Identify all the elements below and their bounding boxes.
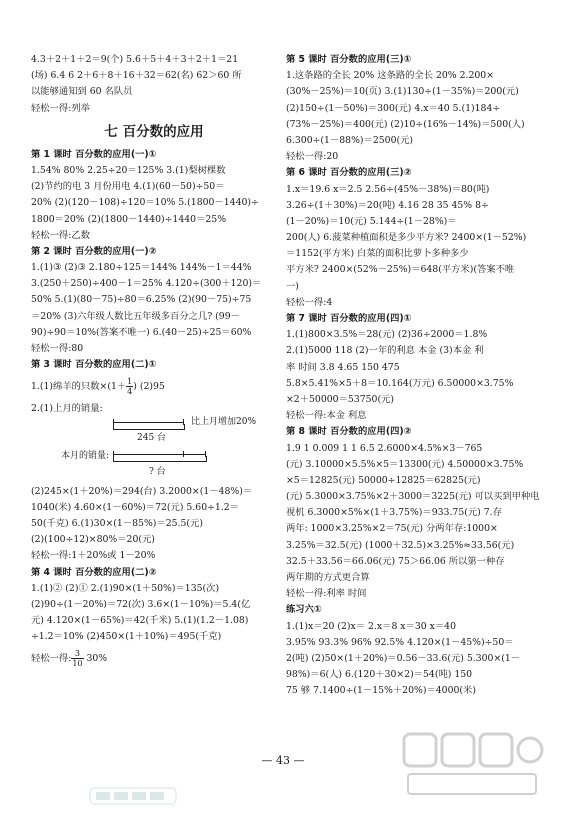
- text-line: ×5＝12825(元) 50000÷12825＝62825(元): [286, 474, 481, 486]
- this-month-segment: [113, 454, 205, 455]
- unknown-value: ? 台: [149, 466, 166, 477]
- text-line: 1.(1)x＝20 (2)x＝ 2.x＝8 x＝30 x＝40: [286, 620, 457, 632]
- text-line: 视机 6.3000×5%×(1＋3.75%)＝933.75(元) 7.存: [286, 507, 502, 519]
- tip-line: 轻松一得:乙数: [31, 229, 90, 241]
- text-line: (元) 3.10000×5.5%×5＝13300(元) 4.50000×3.75%: [286, 458, 524, 470]
- segment-brace: [113, 456, 207, 462]
- fraction-numerator: 3: [71, 649, 83, 659]
- text-line: ÷1.2＝10% (2)450×(1＋10%)＝495(千克): [31, 631, 222, 643]
- text-line: 75 够 7.1400÷(1－15%＋20%)＝4000(米): [286, 685, 476, 697]
- text-line: 3.25%＝32.5(元) (1000＋32.5)×3.25%≈33.56(元): [286, 539, 515, 551]
- text-line: (2)节约的电 3 月份用电 4.(1)(60－50)÷50＝: [31, 181, 225, 193]
- text-line: 1.54% 80% 2.25÷20＝125% 3.(1)梨树棵数: [31, 164, 226, 176]
- text-line: 3.95% 93.3% 96% 92.5% 4.120×(1－45%)÷50＝: [286, 636, 514, 648]
- text-line: 1800＝20% (2)(1800－1440)÷1440＝25%: [31, 213, 227, 225]
- fraction-denominator: 10: [72, 659, 83, 669]
- fraction-numerator: 1: [127, 377, 133, 387]
- tip-line: 轻松一得:4: [286, 296, 333, 308]
- text-line: 98%)＝6(人) 6.(120＋30×2)＝54(吨) 150: [286, 669, 473, 681]
- text-line: 3.(250＋250)÷400－1＝25% 4.120÷(300＋120)＝: [31, 278, 262, 290]
- page-number-value: 43: [276, 754, 290, 767]
- text-line: 6.300÷(1－88%)＝2500(元): [286, 134, 414, 146]
- section-heading: 第 5 课时 百分数的应用(三)①: [286, 54, 412, 65]
- text-line: (元) 5.3000×3.75%×2＋3000＝3225(元) 可以买到甲种电: [286, 491, 540, 503]
- faint-stamp-graphic: [88, 785, 178, 807]
- increase-label: 比上月增加20%: [191, 416, 257, 427]
- tip-line: 轻松一得:80: [31, 343, 84, 354]
- text-line: 4.3＋2＋1＋2＝9(个) 5.6＋5＋4＋3＋2＋1＝21: [31, 54, 239, 65]
- text-line: 1.x＝19.6 x＝2.5 2.56÷(45%－38%)＝80(吨): [286, 183, 490, 195]
- tip-line: 轻松一得:20: [286, 151, 339, 163]
- section-heading: 第 7 课时 百分数的应用(四)①: [286, 313, 412, 324]
- text-line: (2)90÷(1－20%)＝72(次) 3.6×(1－10%)＝5.4(亿: [31, 598, 251, 610]
- text-line: 1.(1)800×3.5%＝28(元) (2)36÷2000＝1.8%: [286, 329, 488, 341]
- watermark-logo: [398, 730, 548, 802]
- text-line: (2)245×(1＋20%)＝294(台) 3.2000×(1－48%)＝: [31, 485, 253, 497]
- text-line: 2(吨) (2)50×(1＋20%)＝0.56－33.6(元) 5.300×(1－: [286, 652, 521, 664]
- tip-line: 轻松一得:列举: [31, 102, 90, 114]
- text-line: 1040(米) 4.60×(1－60%)＝72(元) 5.60÷1.2＝: [31, 501, 239, 513]
- text-line: ×2＋50000＝53750(元): [286, 393, 394, 405]
- text-segment: 1.(1)绵羊的只数×(1＋: [31, 381, 127, 393]
- text-segment: 30%: [83, 653, 108, 665]
- text-line: 平方米? 2400×(52%－25%)＝648(平方米)(答案不唯: [286, 264, 515, 276]
- chapter-title: 七 百分数的应用: [104, 123, 204, 140]
- left-column: [31, 52, 277, 673]
- text-line: ＝20% (3)六年级人数比五年级多百分之几? (99－: [31, 310, 240, 322]
- text-line: ＝1152(平方米) 白菜的面积比萝卜多种多少: [286, 248, 469, 260]
- text-line: (1－20%)＝10(元) 5.144÷(1－28%)＝: [286, 215, 457, 227]
- text-line: 2.(1)5000 118 (2)一年的利息 本金 (3)本金 利: [286, 345, 484, 357]
- section-heading: 第 3 课时 百分数的应用(二)①: [31, 359, 157, 371]
- text-line: 1.(1)② (2)① 2.(1)90×(1＋50%)＝135(次): [31, 582, 220, 594]
- section-heading: 第 1 课时 百分数的应用(一)①: [31, 148, 157, 160]
- text-line: 两年期的方式更合算: [286, 572, 370, 583]
- section-heading: 第 2 课时 百分数的应用(一)②: [31, 245, 157, 257]
- tip-line: 轻松一得:利率 时间: [286, 588, 367, 600]
- text-line: (73%－25%)＝400(元) (2)10÷(16%－14%)＝500(人): [286, 118, 525, 130]
- text-line: 20% (2)(120－108)÷120＝10% 5.(1800－1440)÷: [31, 197, 259, 209]
- last-month-value: 245 台: [137, 432, 167, 443]
- text-line: 元) 4.120×(1－65%)＝42(千米) 5.(1)(1.2－1.08): [31, 615, 249, 627]
- section-heading: 第 8 课时 百分数的应用(四)②: [286, 426, 412, 438]
- text-line: 3.26÷(1＋30%)＝20(吨) 4.16 28 35 45% 8÷: [286, 199, 489, 211]
- text-line: 1.这条路的全长 20% 这条路的全长 20% 2.200×: [286, 70, 494, 82]
- text-line: 率 时间 3.8 4.65 150 475: [286, 361, 400, 373]
- text-line: 1.(1)③ (2)③ 2.180÷125＝144% 144%－1＝44%: [31, 262, 252, 274]
- text-line: 两年: 1000×3.25%×2＝75(元) 分两年存:1000×: [286, 523, 498, 535]
- text-segment: 轻松一得:: [31, 653, 72, 665]
- right-column: [286, 52, 540, 700]
- this-month-label: 本月的销量:: [61, 450, 110, 461]
- fraction-denominator: 4: [127, 387, 133, 397]
- text-line: 一): [286, 280, 299, 292]
- tip-line: 轻松一得:本金 利息: [286, 410, 367, 422]
- text-line: (2)150÷(1－50%)＝300(元) 4.x＝40 5.(1)184÷: [286, 102, 501, 114]
- text-line: 以能够通知到 60 名队员: [31, 86, 133, 98]
- text-line: 90)÷90＝10%(答案不唯一) 6.(40－25)÷25＝60%: [31, 326, 252, 338]
- text-line: 32.5＋33.56＝66.06(元) 75＞66.06 所以第一种存: [286, 555, 505, 567]
- fraction: [71, 649, 83, 668]
- text-segment: ) (2)95: [133, 381, 165, 393]
- line-segment-diagram: [31, 418, 277, 484]
- page-number: — 43 —: [261, 754, 305, 767]
- text-line: 1.9 1 0.009 1 1 6.5 2.6000×4.5%×3－765: [286, 442, 483, 454]
- tip-line: 轻松一得:1＋20%或 1－20%: [31, 550, 156, 562]
- tip-line-with-fraction: [31, 645, 277, 673]
- section-heading: 第 6 课时 百分数的应用(三)②: [286, 167, 412, 179]
- section-heading: 第 4 课时 百分数的应用(二)②: [31, 566, 157, 578]
- text-line-with-fraction: [31, 373, 277, 401]
- text-line: (2)(100÷12)×80%＝20(元): [31, 534, 155, 546]
- section-heading: 练习六①: [286, 604, 322, 616]
- text-line: (场) 6.4 6 2＋6＋8＋16＋32＝62(名) 62＞60 所: [31, 70, 242, 82]
- last-month-segment: [113, 422, 183, 423]
- text-line: 50% 5.(1)(80－75)÷80＝6.25% (2)(90－75)÷75: [31, 294, 252, 306]
- text-line: 200(人) 6.菠菜种植面积是多少平方米? 2400×(1－52%): [286, 232, 527, 244]
- text-line: 5.8×5.41%×5＋8＝10.164(万元) 6.50000×3.75%: [286, 377, 514, 389]
- text-line: 50(千克) 6.(1)30×(1－85%)＝25.5(元): [31, 517, 203, 529]
- text-line: (30%－25%)＝10(页) 3.(1)130÷(1－35%)＝200(元): [286, 86, 519, 98]
- text-line: 2.(1)上月的销量:: [31, 403, 103, 415]
